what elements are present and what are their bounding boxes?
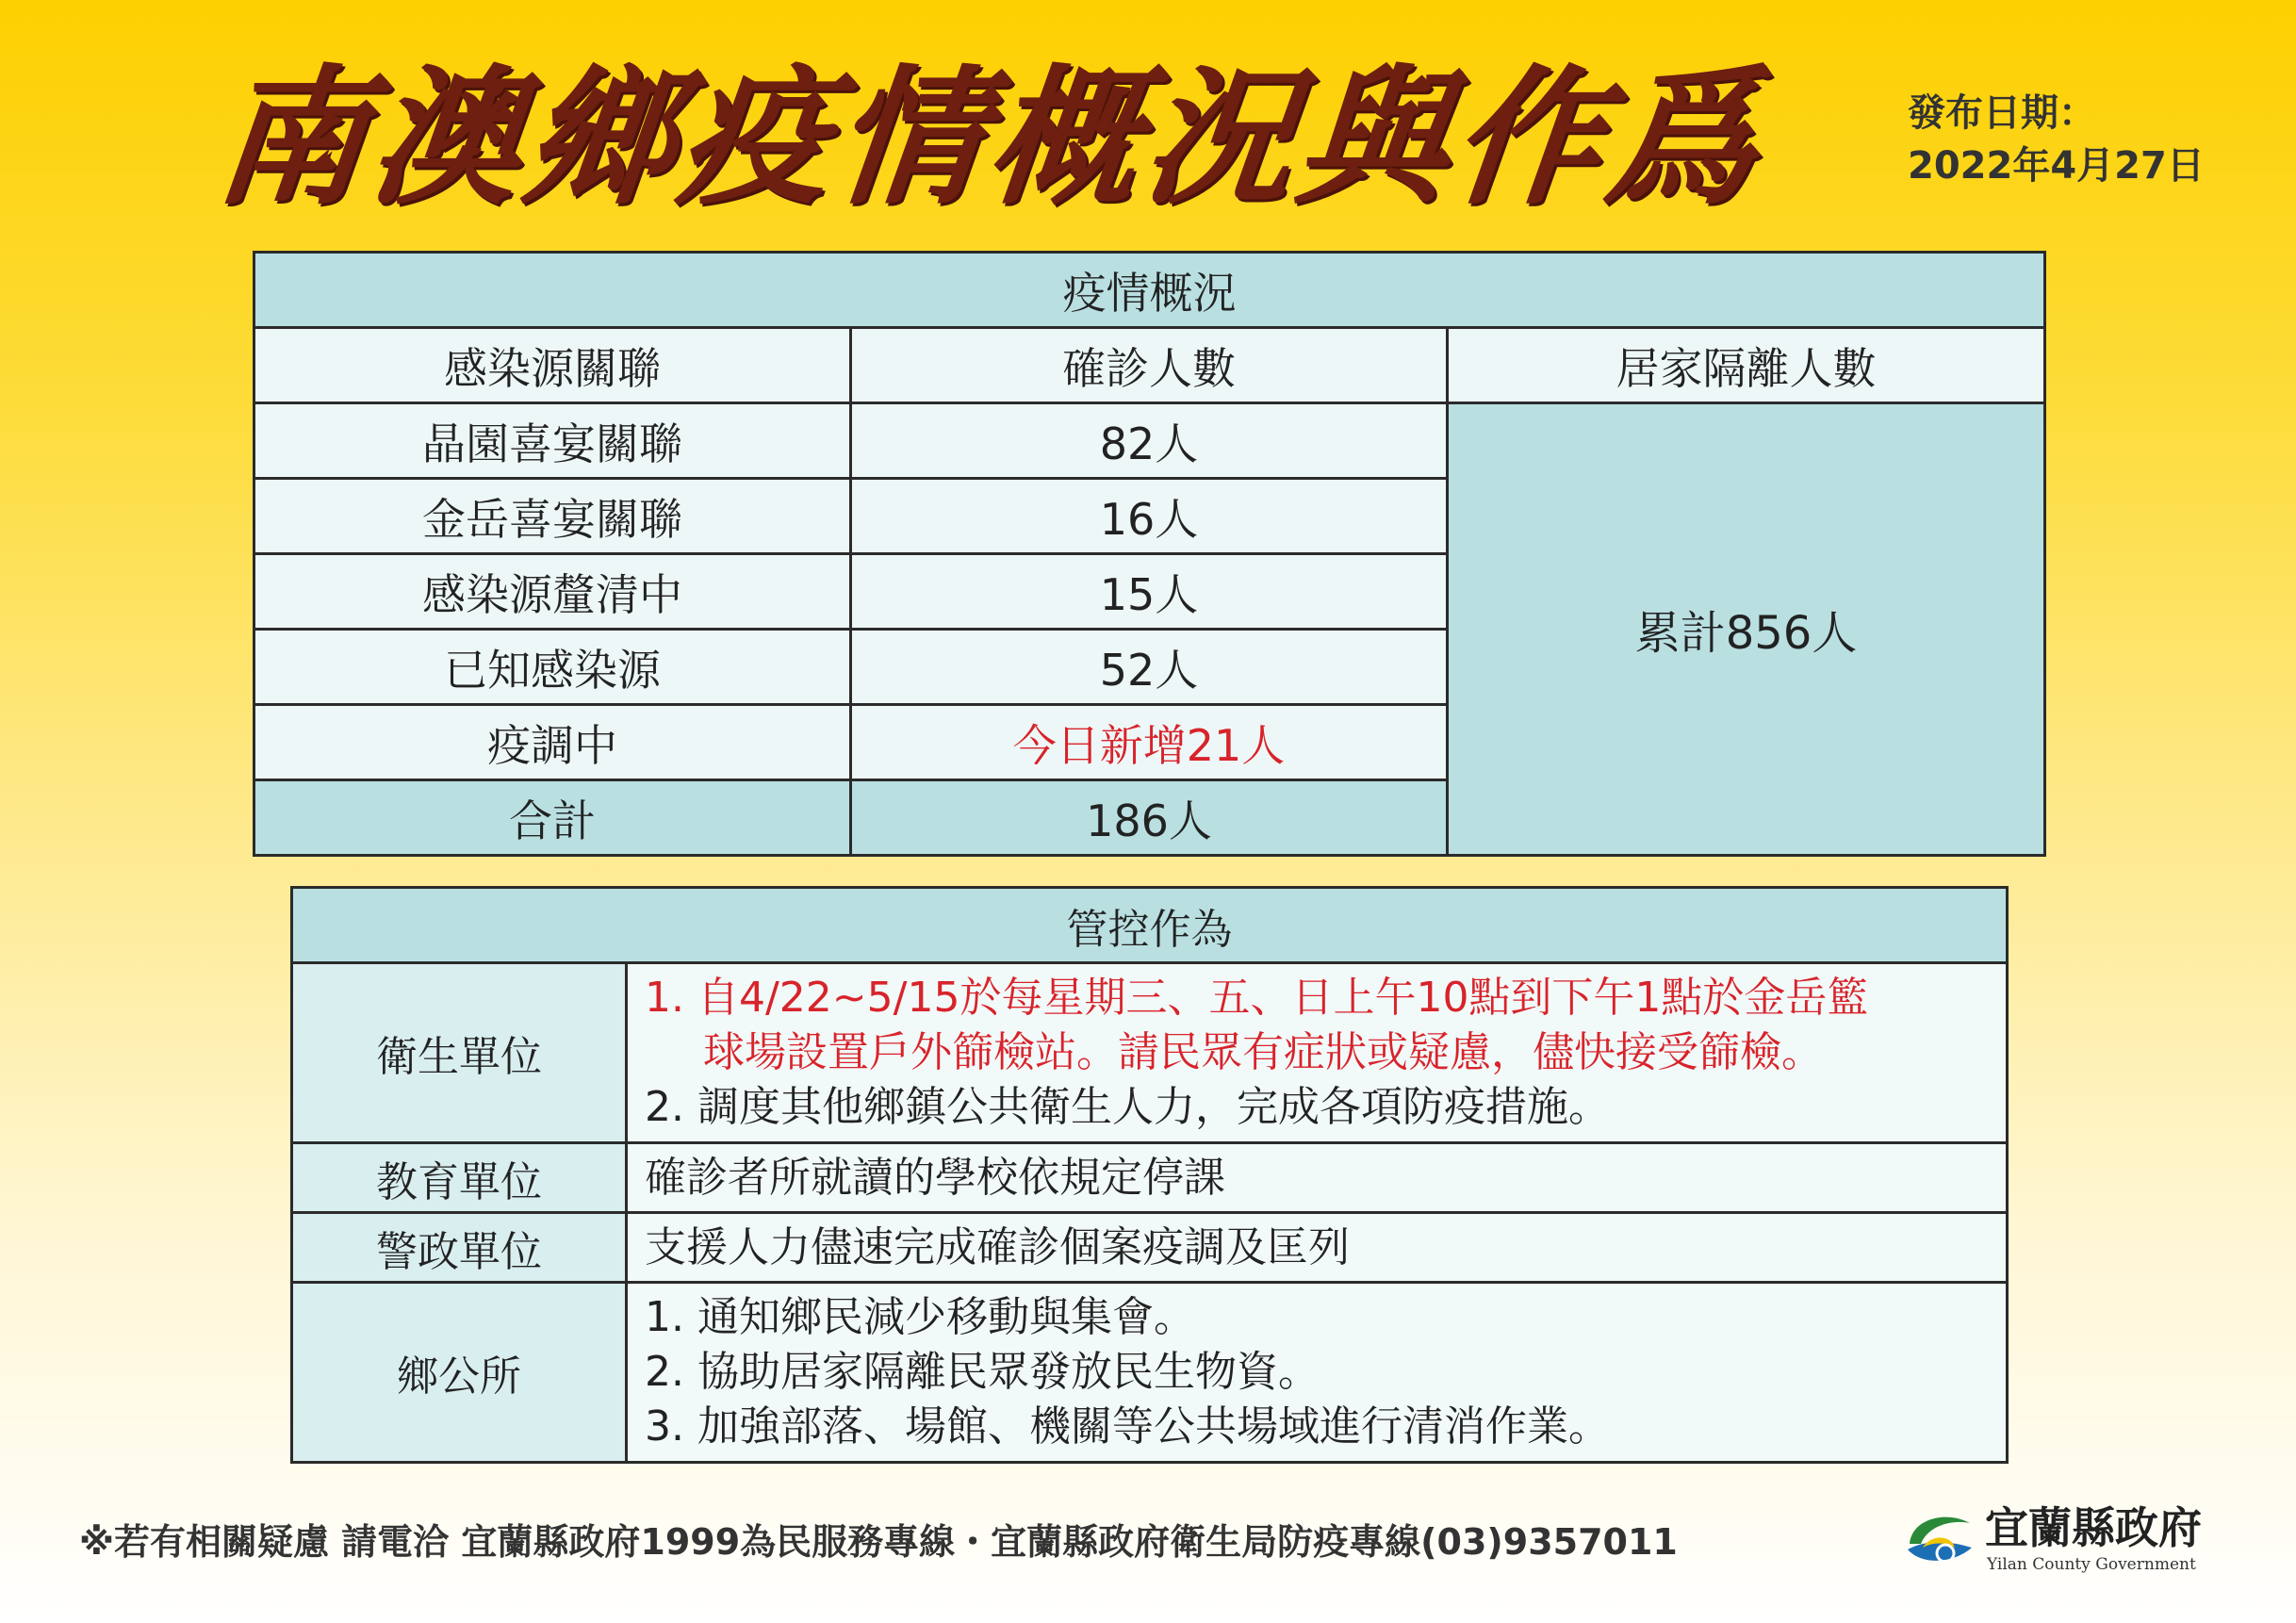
- logo-english-name: Yilan County Government: [1987, 1555, 2196, 1574]
- source-cell: 疫調中: [254, 705, 851, 780]
- release-date-value: 2022年4月27日: [1908, 144, 2205, 188]
- unit-township-office: 鄉公所: [292, 1283, 627, 1463]
- overview-column-header-row: [254, 328, 2045, 403]
- source-cell: 晶園喜宴關聯: [254, 403, 851, 479]
- table-row: [254, 403, 2045, 479]
- source-cell: 已知感染源: [254, 630, 851, 705]
- col-header-confirmed: 確診人數: [851, 328, 1448, 403]
- measures-township-content: [627, 1283, 2008, 1463]
- total-value: 186人: [851, 780, 1448, 856]
- unit-education: 教育單位: [292, 1143, 627, 1213]
- police-measure: 支援人力儘速完成確診個案疫調及匡列: [627, 1213, 2008, 1283]
- logo-chinese-name: 宜蘭縣政府: [1985, 1502, 2202, 1553]
- unit-police: 警政單位: [292, 1213, 627, 1283]
- home-quarantine-total: 累計856人: [1448, 403, 2045, 856]
- measures-heading: 管控作為: [292, 888, 2008, 963]
- col-header-source: 感染源關聯: [254, 328, 851, 403]
- measures-health-content: [627, 963, 2008, 1143]
- township-item-2: 2. 協助居家隔離民眾發放民生物資。: [645, 1348, 1320, 1396]
- total-label: 合計: [254, 780, 851, 856]
- new-cases-today: 今日新增21人: [851, 705, 1448, 780]
- township-item-1: 1. 通知鄉民減少移動與集會。: [645, 1293, 1195, 1341]
- table-row: [292, 1283, 2008, 1463]
- health-item-2: 2. 調度其他鄉鎮公共衛生人力，完成各項防疫措施。: [645, 1083, 1610, 1131]
- contact-footer: ※若有相關疑慮 請電洽 宜蘭縣政府1999為民服務專線・宜蘭縣政府衛生局防疫專線(03)9357011: [79, 1521, 1678, 1563]
- count-cell: 52人: [851, 630, 1448, 705]
- count-cell: 16人: [851, 479, 1448, 554]
- col-header-home-quarantine: 居家隔離人數: [1448, 328, 2045, 403]
- yilan-logo: [1902, 1500, 2213, 1585]
- measures-heading-row: [292, 888, 2008, 963]
- release-date-label: 發布日期：: [1908, 91, 2096, 135]
- overview-heading: 疫情概況: [254, 253, 2045, 328]
- count-cell: 15人: [851, 554, 1448, 630]
- overview-table: [253, 251, 2046, 857]
- unit-health: 衛生單位: [292, 963, 627, 1143]
- education-measure: 確診者所就讀的學校依規定停課: [627, 1143, 2008, 1213]
- table-row: [292, 963, 2008, 1143]
- yilan-county-emblem-icon: [1902, 1506, 1977, 1574]
- health-item-1-line-1: 1. 自4/22~5/15於每星期三、五、日上午10點到下午1點於金岳籃: [645, 974, 1869, 1022]
- table-row: [292, 1143, 2008, 1213]
- township-item-3: 3. 加強部落、場館、機關等公共場域進行清消作業。: [645, 1402, 1610, 1451]
- table-row: [292, 1213, 2008, 1283]
- release-date-block: [1908, 87, 2266, 192]
- overview-heading-row: [254, 253, 2045, 328]
- health-item-1-line-2: 球場設置戶外篩檢站。請民眾有症狀或疑慮，儘快接受篩檢。: [703, 1028, 1823, 1076]
- source-cell: 感染源釐清中: [254, 554, 851, 630]
- measures-table: [290, 886, 2009, 1464]
- page-title: 南澳鄉疫情概況與作爲: [207, 52, 1772, 225]
- source-cell: 金岳喜宴關聯: [254, 479, 851, 554]
- count-cell: 82人: [851, 403, 1448, 479]
